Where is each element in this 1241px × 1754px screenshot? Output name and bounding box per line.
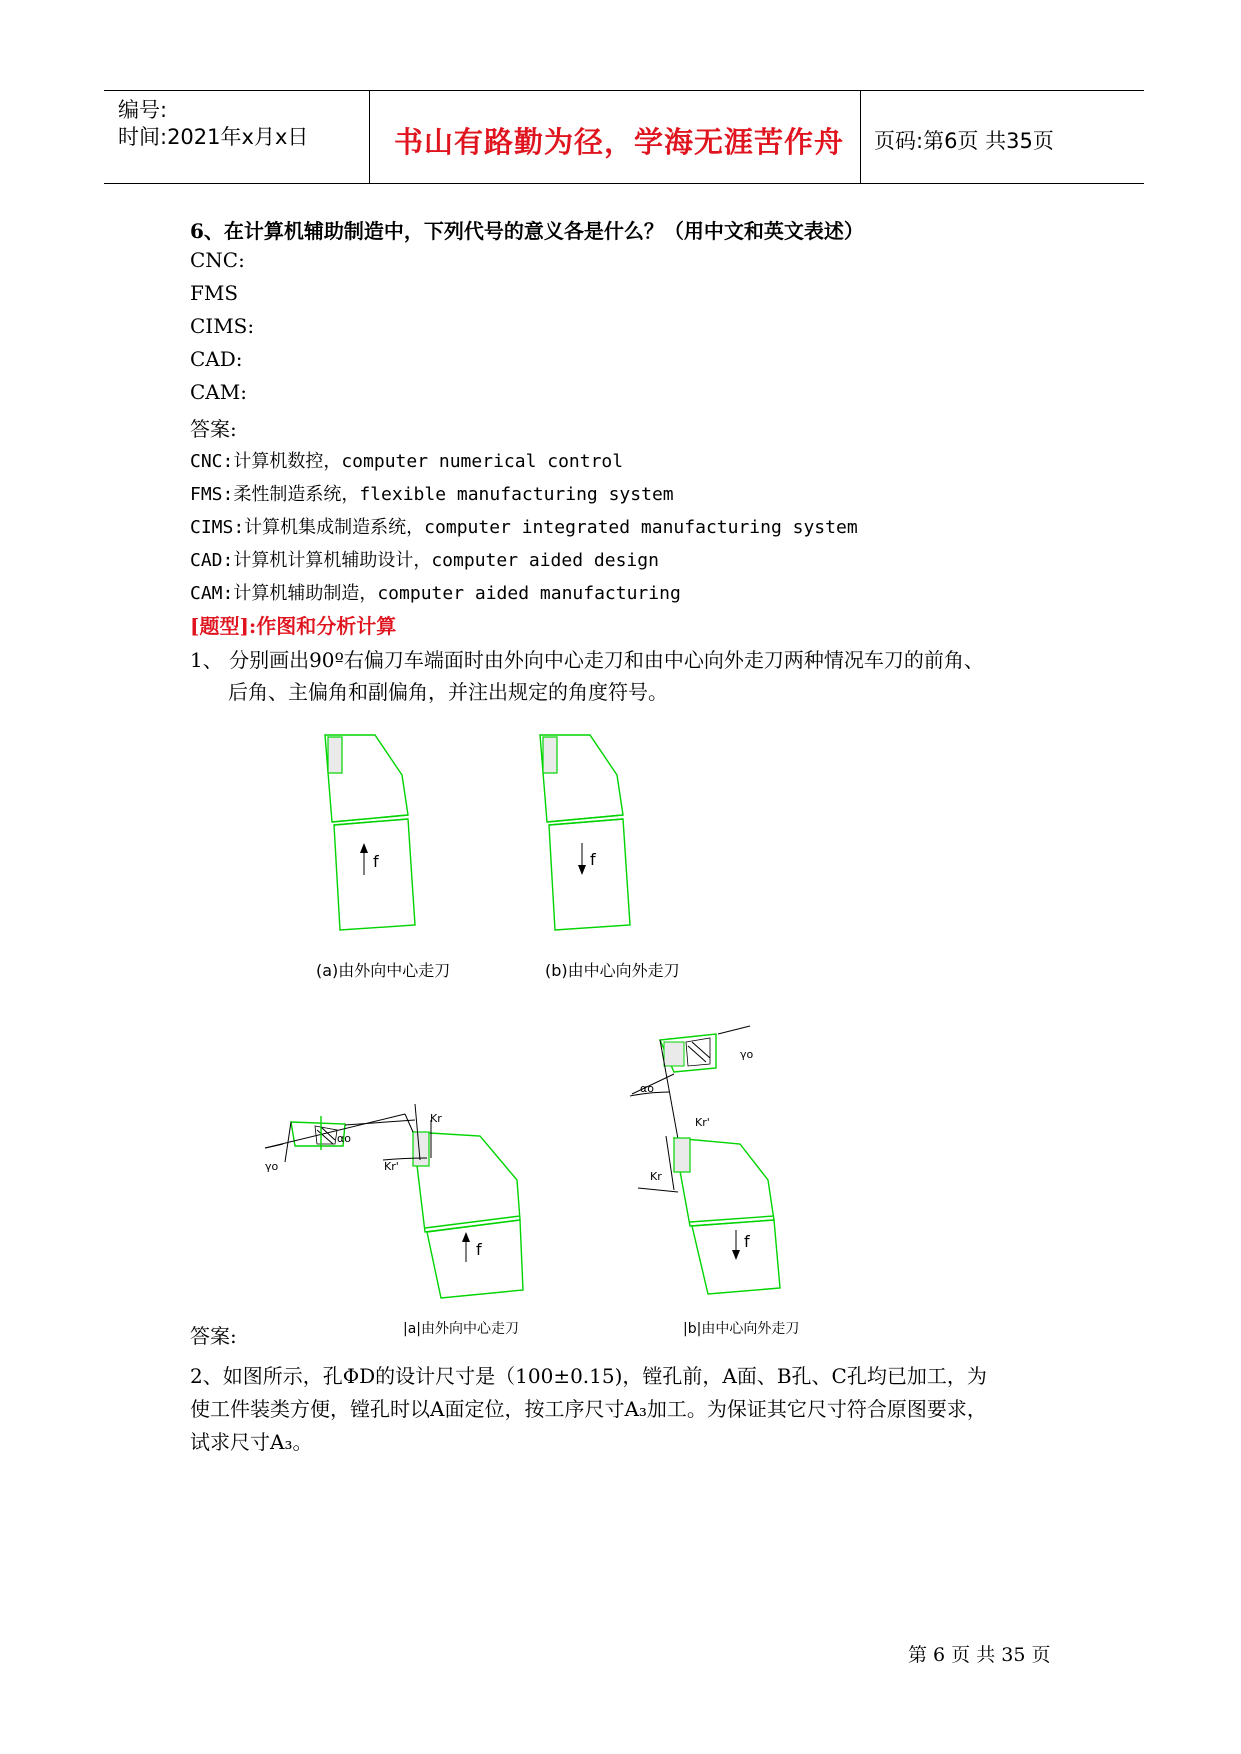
header-time-label: 时间:2021年x月x日 [118,125,309,149]
angle-label-alpha-b: αo [640,1082,654,1095]
term-cnc: CNC: [190,248,245,272]
term-fms: FMS [190,281,239,305]
angle-label-gamma-a: γo [265,1160,279,1173]
answer-cnc: CNC:计算机数控，computer numerical control [190,451,624,472]
q2-line1: 2、如图所示，孔ΦD的设计尺寸是（100±0.15)，镗孔前，A面、B孔、C孔均已加工，为 [190,1364,987,1388]
angle-label-kr-b: Kr [650,1170,662,1183]
top-caption-a: (a)由外向中心走刀 [316,961,451,980]
annotated-diagram-b [630,1020,810,1300]
header-motto: 书山有路勤为径，学海无涯苦作舟 [394,125,845,159]
tool-diagram-b [535,725,645,935]
bottom-answer-label: 答案: [190,1324,237,1348]
header-divider-2 [860,90,861,183]
header-bottom-border [104,183,1144,184]
q1-line1: 1、 分别画出90º右偏刀车端面时由外向中心走刀和由中心向外走刀两种情况车刀的前角、 [190,648,984,672]
answer-cims: CIMS:计算机集成制造系统，computer integrated manufacturing system [190,517,858,538]
angle-label-kr-prime-b: Kr' [695,1116,710,1129]
angle-label-gamma-b: γo [740,1048,754,1061]
angle-label-kr-a: Kr [430,1112,442,1125]
bottom-feed-label-b: f [744,1232,750,1251]
q1-line2: 后角、主偏角和副偏角，并注出规定的角度符号。 [228,680,668,704]
term-cad: CAD: [190,347,243,371]
header-divider-1 [369,90,370,183]
angle-label-alpha-a: αo [337,1132,351,1145]
header-number-label: 编号: [118,98,168,122]
bottom-feed-label-a: f [476,1240,482,1259]
feed-arrow-up-a [460,1230,472,1264]
answer-label: 答案: [190,417,237,441]
answer-cad: CAD:计算机计算机辅助设计，computer aided design [190,550,659,571]
feed-arrow-down-b [730,1228,742,1262]
feed-label-a: f [373,852,379,871]
header-top-border [104,90,1144,91]
answer-cam: CAM:计算机辅助制造，computer aided manufacturing [190,583,681,604]
annotated-diagram-a [255,1100,535,1300]
q2-line2: 使工件装类方便，镗孔时以A面定位，按工序尺寸A₃加工。为保证其它尺寸符合原图要求， [190,1397,987,1421]
question6-title: 6、在计算机辅助制造中，下列代号的意义各是什么？（用中文和英文表述） [190,219,864,243]
bottom-caption-b: |b|由中心向外走刀 [683,1321,800,1337]
bottom-caption-a: |a|由外向中心走刀 [403,1321,520,1337]
term-cims: CIMS: [190,314,255,338]
section-type-label: [题型]:作图和分析计算 [190,614,397,638]
q2-line3: 试求尺寸A₃。 [190,1430,313,1454]
feed-label-b: f [590,850,596,869]
header-page-label: 页码:第6页 共35页 [874,129,1054,153]
top-caption-b: (b)由中心向外走刀 [545,961,680,980]
footer-page-number: 第 6 页 共 35 页 [908,1644,1051,1666]
angle-label-kr-prime-a: Kr' [384,1160,399,1173]
answer-fms: FMS:柔性制造系统，flexible manufacturing system [190,484,674,505]
tool-diagram-a [320,725,430,935]
term-cam: CAM: [190,380,247,404]
